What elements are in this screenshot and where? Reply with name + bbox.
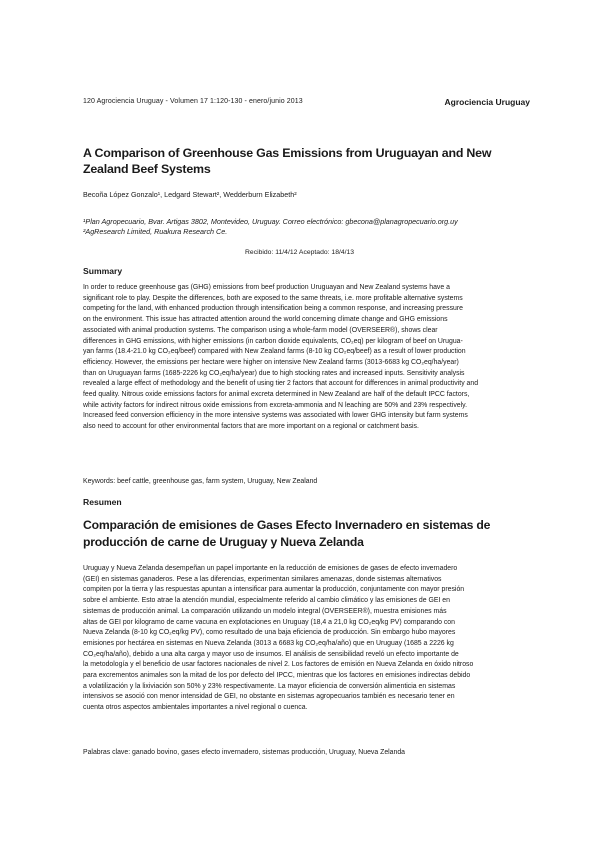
text-line: differences in GHG emissions, with higher emissions (in carbon dioxide equivalents, CO₂eq) per kilogram of beef on Urugua- [83,337,463,345]
affiliation-2: ²AgResearch Limited, Ruakura Research Ce. [83,227,228,236]
resumen-heading: Resumen [83,497,122,507]
text-line: para excrementos animales son la mitad de los por defecto del IPCC, mientras que los factores en emisiones indirectas debido [83,672,471,680]
text-line: Uruguay y Nueva Zelanda desempeñan un papel importante en la reducción de emisiones de gases de efecto invernadero [83,565,458,572]
text-line: altas de GEI por kilogramo de carne vacuna en explotaciones en Uruguay (18,4 a 21,0 kg CO₂eq/kg PV) comparando con [83,618,455,626]
keywords-en: Keywords: beef cattle, greenhouse gas, farm system, Uruguay, New Zealand [83,478,318,485]
text-line: feed quality. Nitrous oxide emissions factors for animal excreta determined in New Zealand are half of the default IPCC factors, [83,391,470,399]
text-line: In order to reduce greenhouse gas (GHG) emissions from beef production Uruguayan and New Zealand systems have a [83,284,450,291]
text-line: sobre el ambiente. Esto atrae la atención mundial, especialmente referido al cambio climático y las emisiones de GEI en [83,597,450,605]
affiliations [83,217,533,237]
text-line: CO₂eq/ha/año), debido a una alta carga y mayor uso de insumos. El análisis de sensibilidad reveló un efecto importante de [83,650,459,658]
received-dates: Recibido: 11/4/12 Aceptado: 18/4/13 [245,249,355,256]
text-line: on the environment. This issue has attracted attention around the world concerning climate change and GHG emissions [83,316,448,324]
resumen-paragraph [83,564,533,714]
text-line: revealed a large effect of methodology and the benefit of using tier 2 factors that account for differences in animal productivity and [83,380,479,388]
text-line: cuenta otros aspectos ambientales importantes a nivel regional o cuenca. [83,704,308,712]
text-line: also need to account for other environmental factors that are more important on a regional or catchment basis. [83,423,419,431]
text-line: sistemas de producción animal. La comparación utilizando un modelo integral (OVERSEER®), muestra emisiones más [83,607,447,615]
summary-paragraph [83,283,533,433]
text-line: Nueva Zelanda (8-10 kg CO₂eq/kg PV), como resultado de una baja eficiencia de producción. Sin embargo hubo mayores [83,629,456,637]
article-title: A Comparison of Greenhouse Gas Emissions from Uruguayan and New Zealand Beef Systems [83,146,492,176]
text-line: Increased feed conversion efficiency in the more intensive systems was associated with lower GHG intensity but farm systems [83,412,468,420]
text-line: associated with animal production systems. The comparison using a whole-farm model (OVERSEER®), shows clear [83,326,438,334]
text-line: a volatilización y la lixiviación son 50% y 23% respectivamente. La mayor eficiencia de conversión alimenticia en sistemas [83,682,456,690]
journal-name: Agrociencia Uruguay [444,97,530,107]
text-line: (GEI) en sistemas ganaderos. Pese a las diferencias, experimentan similares amenazas, donde sistemas alternativos [83,575,442,583]
text-line: emisiones por hectárea en sistemas en Nueva Zelanda (3013 a 6683 kg CO₂eq/ha/año) que en Uruguay (1685 a 2226 kg [83,639,454,647]
text-line: yan farms (18.4-21.0 kg CO₂eq/beef) compared with New Zealand farms (8-10 kg CO₂eq/beef) as a result of lower production [83,348,466,356]
text-line: compiten por la tierra y las respuestas apuntan a intensificar para aumentar la producción, conjuntamente con mayor presión [83,586,465,594]
text-line: efficiency. However, the emissions per hectare were higher on intensive New Zealand farms (3013-6683 kg CO₂eq/ha/year) [83,358,459,366]
authors: Becoña López Gonzalo¹, Ledgard Stewart², Wedderburn Elizabeth² [83,190,297,199]
spanish-title: Comparación de emisiones de Gases Efecto Invernadero en sistemas de producción de carne de Uruguay y Nueva Zelanda [83,518,491,549]
text-line: competing for the land, with enhanced production through intensification being a common response, and increasing pressure [83,305,463,313]
affiliation-1: ¹Plan Agropecuario, Bvar. Artigas 3802, Montevideo, Uruguay. Correo electrónico: gbecona@planagropecuario.org.uy [83,217,458,226]
text-line: significant role to play. Despite the differences, both are exposed to the same threats, i.e. more profitable alternative systems [83,294,463,302]
text-line: intensivos se asoció con menor intensidad de GEI, no obstante en sistemas agropecuarios también es necesario tener en [83,693,455,701]
text-line: than on Uruguayan farms (1685-2226 kg CO₂eq/ha/year) due to high stocking rates and increased inputs. Sensitivity analysis [83,369,465,377]
text-line: while activity factors for indirect nitrous oxide emissions from excreta-ammonia and N leaching are 50% and 23% respectively. [83,401,468,409]
running-head: 120 Agrociencia Uruguay - Volumen 17 1:120-130 - enero/junio 2013 [83,98,303,105]
summary-heading: Summary [83,266,123,276]
text-line: la metodología y el beneficio de usar factores nacionales de nivel 2. Los factores de emisión en Nueva Zelanda en óxido nitroso [83,661,474,669]
keywords-es: Palabras clave: ganado bovino, gases efecto invernadero, sistemas producción, Uruguay, Nueva Zelanda [83,749,406,756]
